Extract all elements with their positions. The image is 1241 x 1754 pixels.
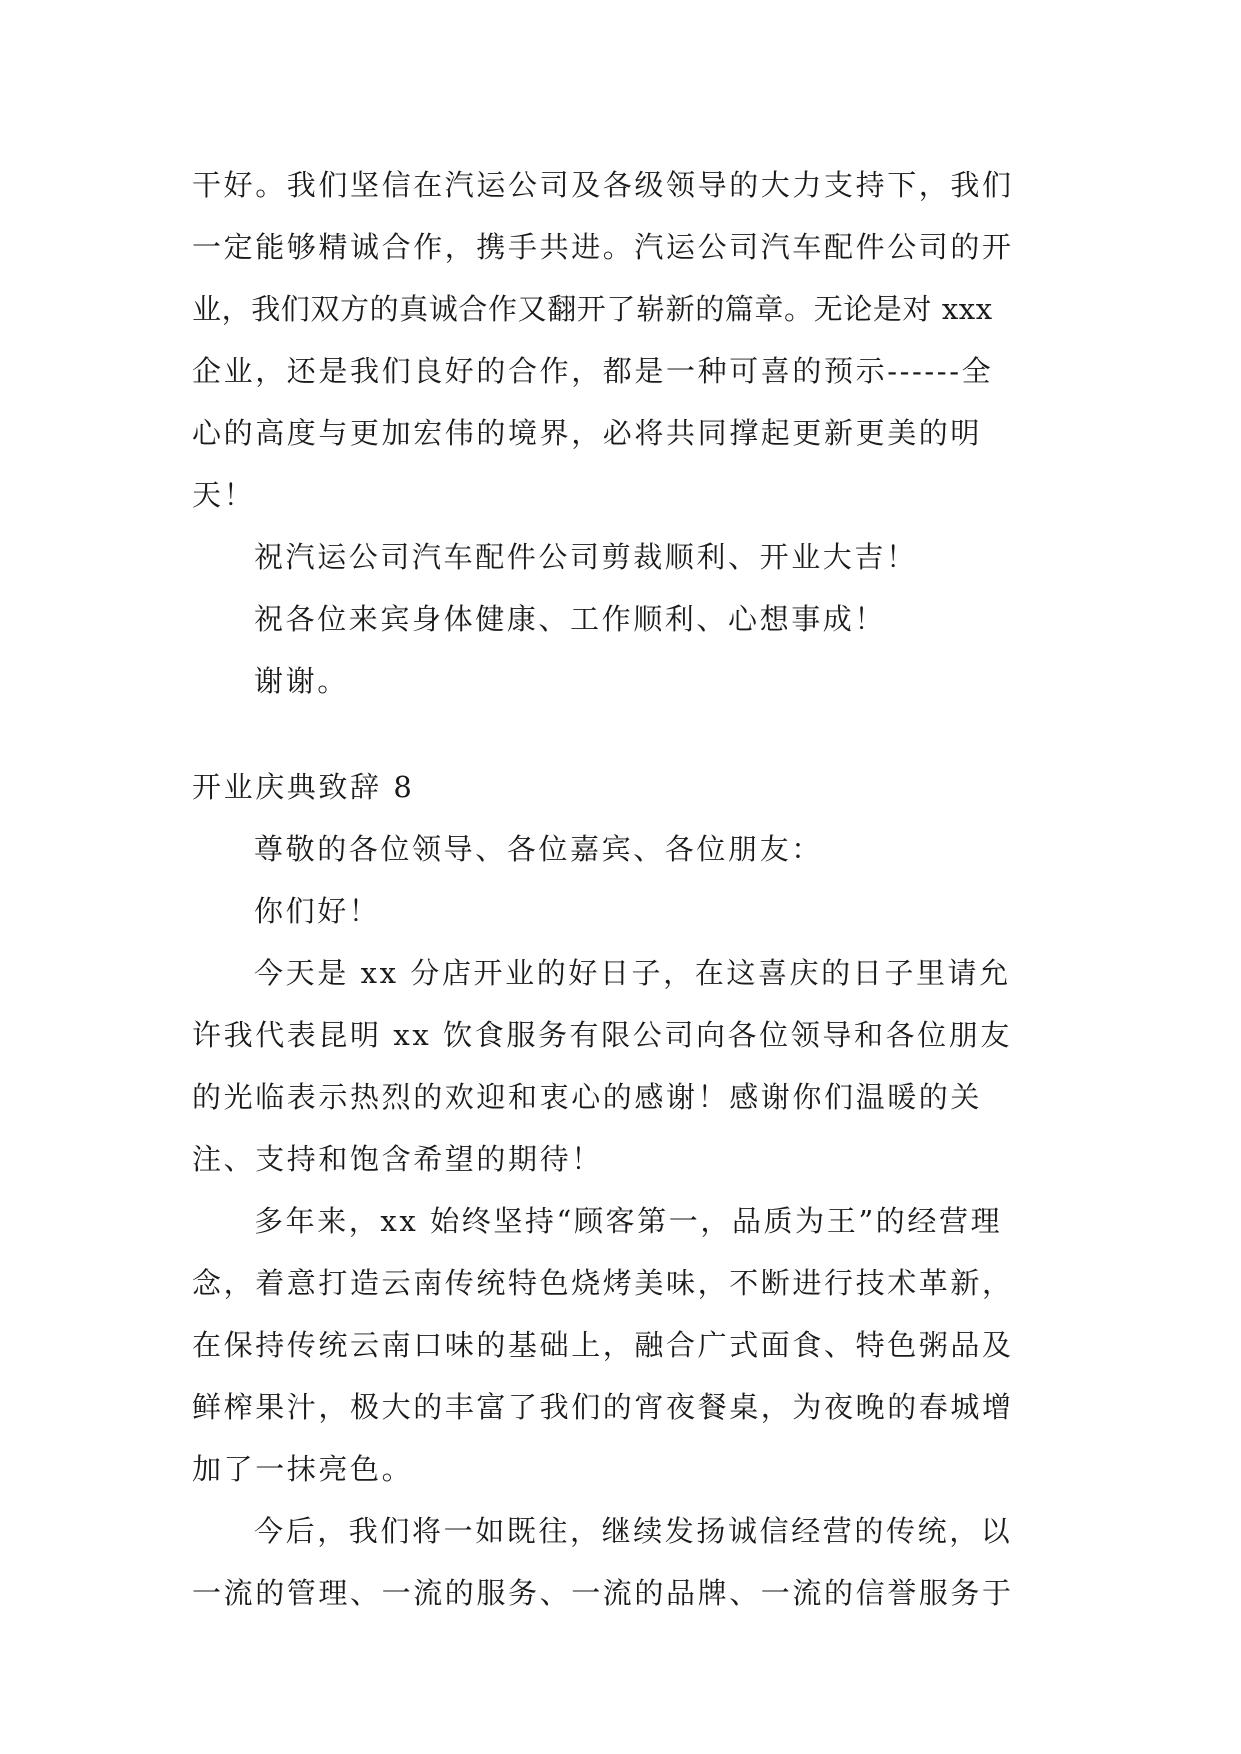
paragraph-line: 干好。我们坚信在汽运公司及各级领导的大力支持下，我们 — [192, 168, 1014, 202]
paragraph-line: 鲜榨果汁，极大的丰富了我们的宵夜餐桌，为夜晚的春城增 — [192, 1390, 1014, 1424]
greeting-line: 你们好！ — [254, 894, 381, 928]
paragraph-line: 在保持传统云南口味的基础上，融合广式面食、特色粥品及 — [192, 1328, 1014, 1362]
paragraph-line: 祝各位来宾身体健康、工作顺利、心想事成！ — [254, 602, 887, 636]
paragraph-line: 一流的管理、一流的服务、一流的品牌、一流的信誉服务于 — [192, 1576, 1014, 1610]
paragraph-line: 心的高度与更加宏伟的境界，必将共同撑起更新更美的明 — [192, 416, 983, 450]
paragraph-line: 多年来，xx 始终坚持“顾客第一，品质为王”的经营理 — [254, 1204, 1003, 1238]
paragraph-line: 今后，我们将一如既往，继续发扬诚信经营的传统，以 — [254, 1514, 1013, 1548]
paragraph-line: 业，我们双方的真诚合作又翻开了崭新的篇章。无论是对 xxx — [192, 292, 993, 326]
paragraph-line: 加了一抹亮色。 — [192, 1452, 414, 1486]
section-heading: 开业庆典致辞 8 — [192, 770, 415, 804]
paragraph-line: 一定能够精诚合作，携手共进。汽运公司汽车配件公司的开 — [192, 230, 1014, 264]
paragraph-line: 的光临表示热烈的欢迎和衷心的感谢！感谢你们温暖的关 — [192, 1080, 983, 1114]
paragraph-line: 念，着意打造云南传统特色烧烤美味，不断进行技术革新， — [192, 1266, 1014, 1300]
paragraph-line: 谢谢。 — [254, 664, 349, 698]
paragraph-line: 注、支持和饱含希望的期待！ — [192, 1142, 603, 1176]
paragraph-line: 今天是 xx 分店开业的好日子，在这喜庆的日子里请允 — [254, 956, 1011, 990]
paragraph-line: 许我代表昆明 xx 饮食服务有限公司向各位领导和各位朋友 — [192, 1018, 1012, 1052]
paragraph-line: 祝汽运公司汽车配件公司剪裁顺利、开业大吉！ — [254, 540, 918, 574]
salutation-line: 尊敬的各位领导、各位嘉宾、各位朋友： — [254, 832, 823, 866]
paragraph-line: 天！ — [192, 478, 256, 512]
paragraph-line: 企业，还是我们良好的合作，都是一种可喜的预示------全 — [192, 354, 994, 388]
